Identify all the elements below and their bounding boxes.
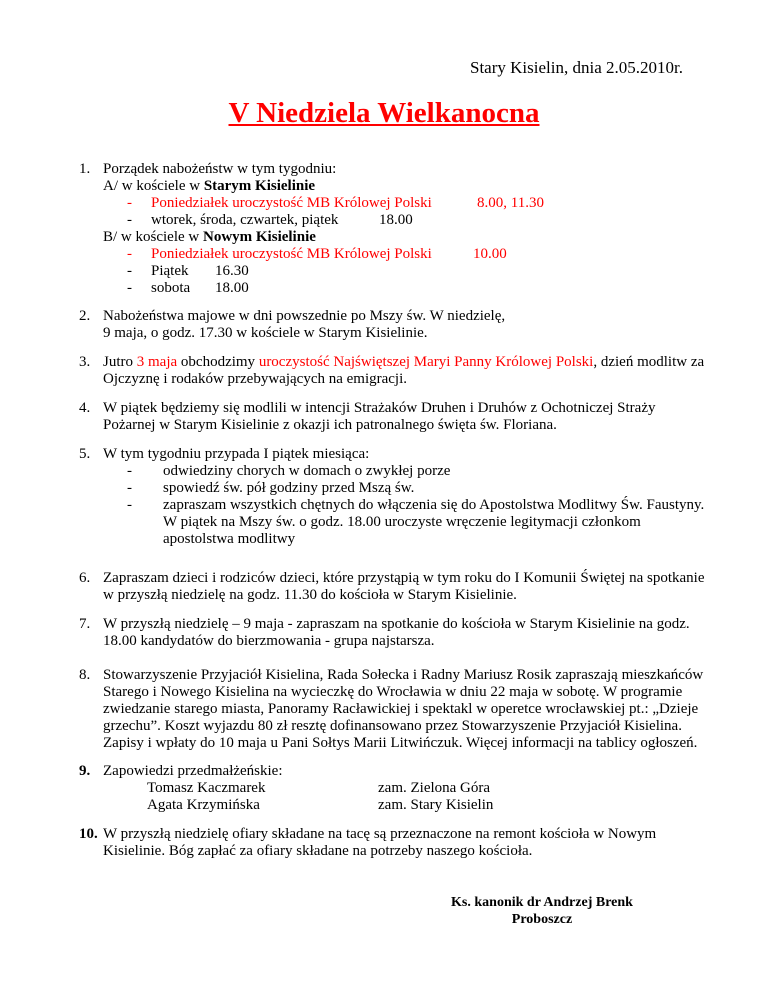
item-text: Ojczyznę i rodaków przebywających na emigracji.: [103, 371, 408, 387]
highlight-feast: uroczystość Najświętszej Maryi Panny Królowej Polski: [258, 354, 594, 370]
schedule-dash: -: [127, 280, 132, 296]
item-number: 1.: [79, 161, 91, 177]
item-text: Starego i Nowego Kisielina na wycieczkę do Wrocławia w dniu 22 maja w sobotę. W programie: [103, 684, 683, 700]
item-number: 2.: [79, 308, 91, 324]
schedule-time: 18.00: [379, 212, 413, 228]
bullet-text: spowiedź św. pół godziny przed Mszą św.: [163, 480, 415, 496]
schedule-time: 8.00, 11.30: [477, 195, 544, 211]
item-text: 18.00 kandydatów do bierzmowania - grupa najstarsza.: [103, 633, 435, 649]
person-address: zam. Zielona Góra: [378, 780, 491, 796]
item-number: 4.: [79, 400, 91, 416]
item-text: Zapraszam dzieci i rodziców dzieci, które przystąpią w tym roku do I Komunii Świętej na spotkanie: [103, 570, 705, 586]
date-line: Stary Kisielin, dnia 2.05.2010r.: [470, 58, 683, 77]
item-text: w przyszłą niedzielę na godz. 11.30 do kościoła w Starym Kisielinie.: [103, 587, 517, 603]
schedule-time: 16.30: [215, 263, 249, 279]
item-number: 8.: [79, 667, 91, 683]
person-name: Tomasz Kaczmarek: [147, 780, 266, 796]
bullet-dash: -: [127, 497, 132, 513]
item-text: Kisielinie. Bóg zapłać za ofiary składane na potrzeby naszego kościoła.: [103, 843, 533, 859]
item-text: zwiedzanie starego miasta, Panoramy Racławickiej i spektakl w operetce wrocławskiej pt.: „Dzieje: [103, 701, 699, 717]
schedule-text: sobota: [151, 280, 191, 296]
item-text: Porządek nabożeństw w tym tygodniu:: [103, 161, 337, 177]
item-number: 5.: [79, 446, 91, 462]
bullet-dash: -: [127, 480, 132, 496]
item-text: W przyszłą niedzielę – 9 maja - zapraszam na spotkanie do kościoła w Starym Kisielinie na godz.: [103, 616, 690, 632]
schedule-dash: -: [127, 263, 132, 279]
section-a-heading: A/ w kościele w Starym Kisielinie: [103, 178, 316, 194]
item-number: 9.: [79, 763, 91, 779]
bullet-dash: -: [127, 463, 132, 479]
item-text: Stowarzyszenie Przyjaciół Kisielina, Rada Sołecka i Radny Mariusz Rosik zapraszają mieszkańców: [103, 667, 704, 683]
item-text: 9 maja, o godz. 17.30 w kościele w Starym Kisielinie.: [103, 325, 428, 341]
schedule-dash: -: [127, 212, 132, 228]
person-name: Agata Krzymińska: [147, 797, 260, 813]
schedule-time: 10.00: [473, 246, 507, 262]
schedule-text: Piątek: [151, 263, 189, 279]
schedule-text: wtorek, środa, czwartek, piątek: [151, 212, 339, 228]
item-text: Jutro 3 maja obchodzimy uroczystość Najświętszej Maryi Panny Królowej Polski, dzień modlitw za: [103, 354, 705, 370]
schedule-text: Poniedziałek uroczystość MB Królowej Polski: [151, 195, 432, 211]
schedule-dash: -: [127, 246, 132, 262]
item-number: 3.: [79, 354, 91, 370]
item-text: W tym tygodniu przypada I piątek miesiąca:: [103, 446, 370, 462]
item-text: Nabożeństwa majowe w dni powszednie po Mszy św. W niedzielę,: [103, 308, 506, 324]
item-number: 7.: [79, 616, 91, 632]
item-text: Pożarnej w Starym Kisielinie z okazji ich patronalnego święta św. Floriana.: [103, 417, 557, 433]
person-address: zam. Stary Kisielin: [378, 797, 494, 813]
bullet-text: zapraszam wszystkich chętnych do włączenia się do Apostolstwa Modlitwy Św. Faustyny.: [163, 497, 705, 513]
schedule-time: 18.00: [215, 280, 249, 296]
item-number: 6.: [79, 570, 91, 586]
item-text: grzechu”. Koszt wyjazdu 80 zł resztę dofinansowano przez Stowarzyszenie Przyjaciół Kisielina.: [103, 718, 682, 734]
section-b-heading: B/ w kościele w Nowym Kisielinie: [103, 229, 316, 245]
item-text: Zapisy i wpłaty do 10 maja u Pani Sołtys Marii Litwińczuk. Więcej informacji na tablicy ogłoszeń.: [103, 735, 698, 751]
item-text: W przyszłą niedzielę ofiary składane na tacę są przeznaczone na remont kościoła w Nowym: [103, 826, 657, 842]
bullet-text: odwiedziny chorych w domach o zwykłej porze: [163, 463, 451, 479]
highlight-date: 3 maja: [136, 354, 178, 370]
item-text: Zapowiedzi przedmałżeńskie:: [103, 763, 283, 779]
item-number: 10.: [79, 826, 98, 842]
schedule-dash: -: [127, 195, 132, 211]
schedule-text: Poniedziałek uroczystość MB Królowej Polski: [151, 246, 432, 262]
item-text: W piątek będziemy się modlili w intencji Strażaków Druhen i Druhów z Ochotniczej Straży: [103, 400, 656, 416]
bullet-text: apostolstwa modlitwy: [163, 531, 296, 547]
signature-role: Proboszcz: [511, 912, 573, 927]
page-title: V Niedziela Wielkanocna: [228, 97, 540, 129]
signature-name: Ks. kanonik dr Andrzej Brenk: [451, 895, 633, 910]
bullet-text: W piątek na Mszy św. o godz. 18.00 uroczyste wręczenie legitymacji członkom: [163, 514, 641, 530]
